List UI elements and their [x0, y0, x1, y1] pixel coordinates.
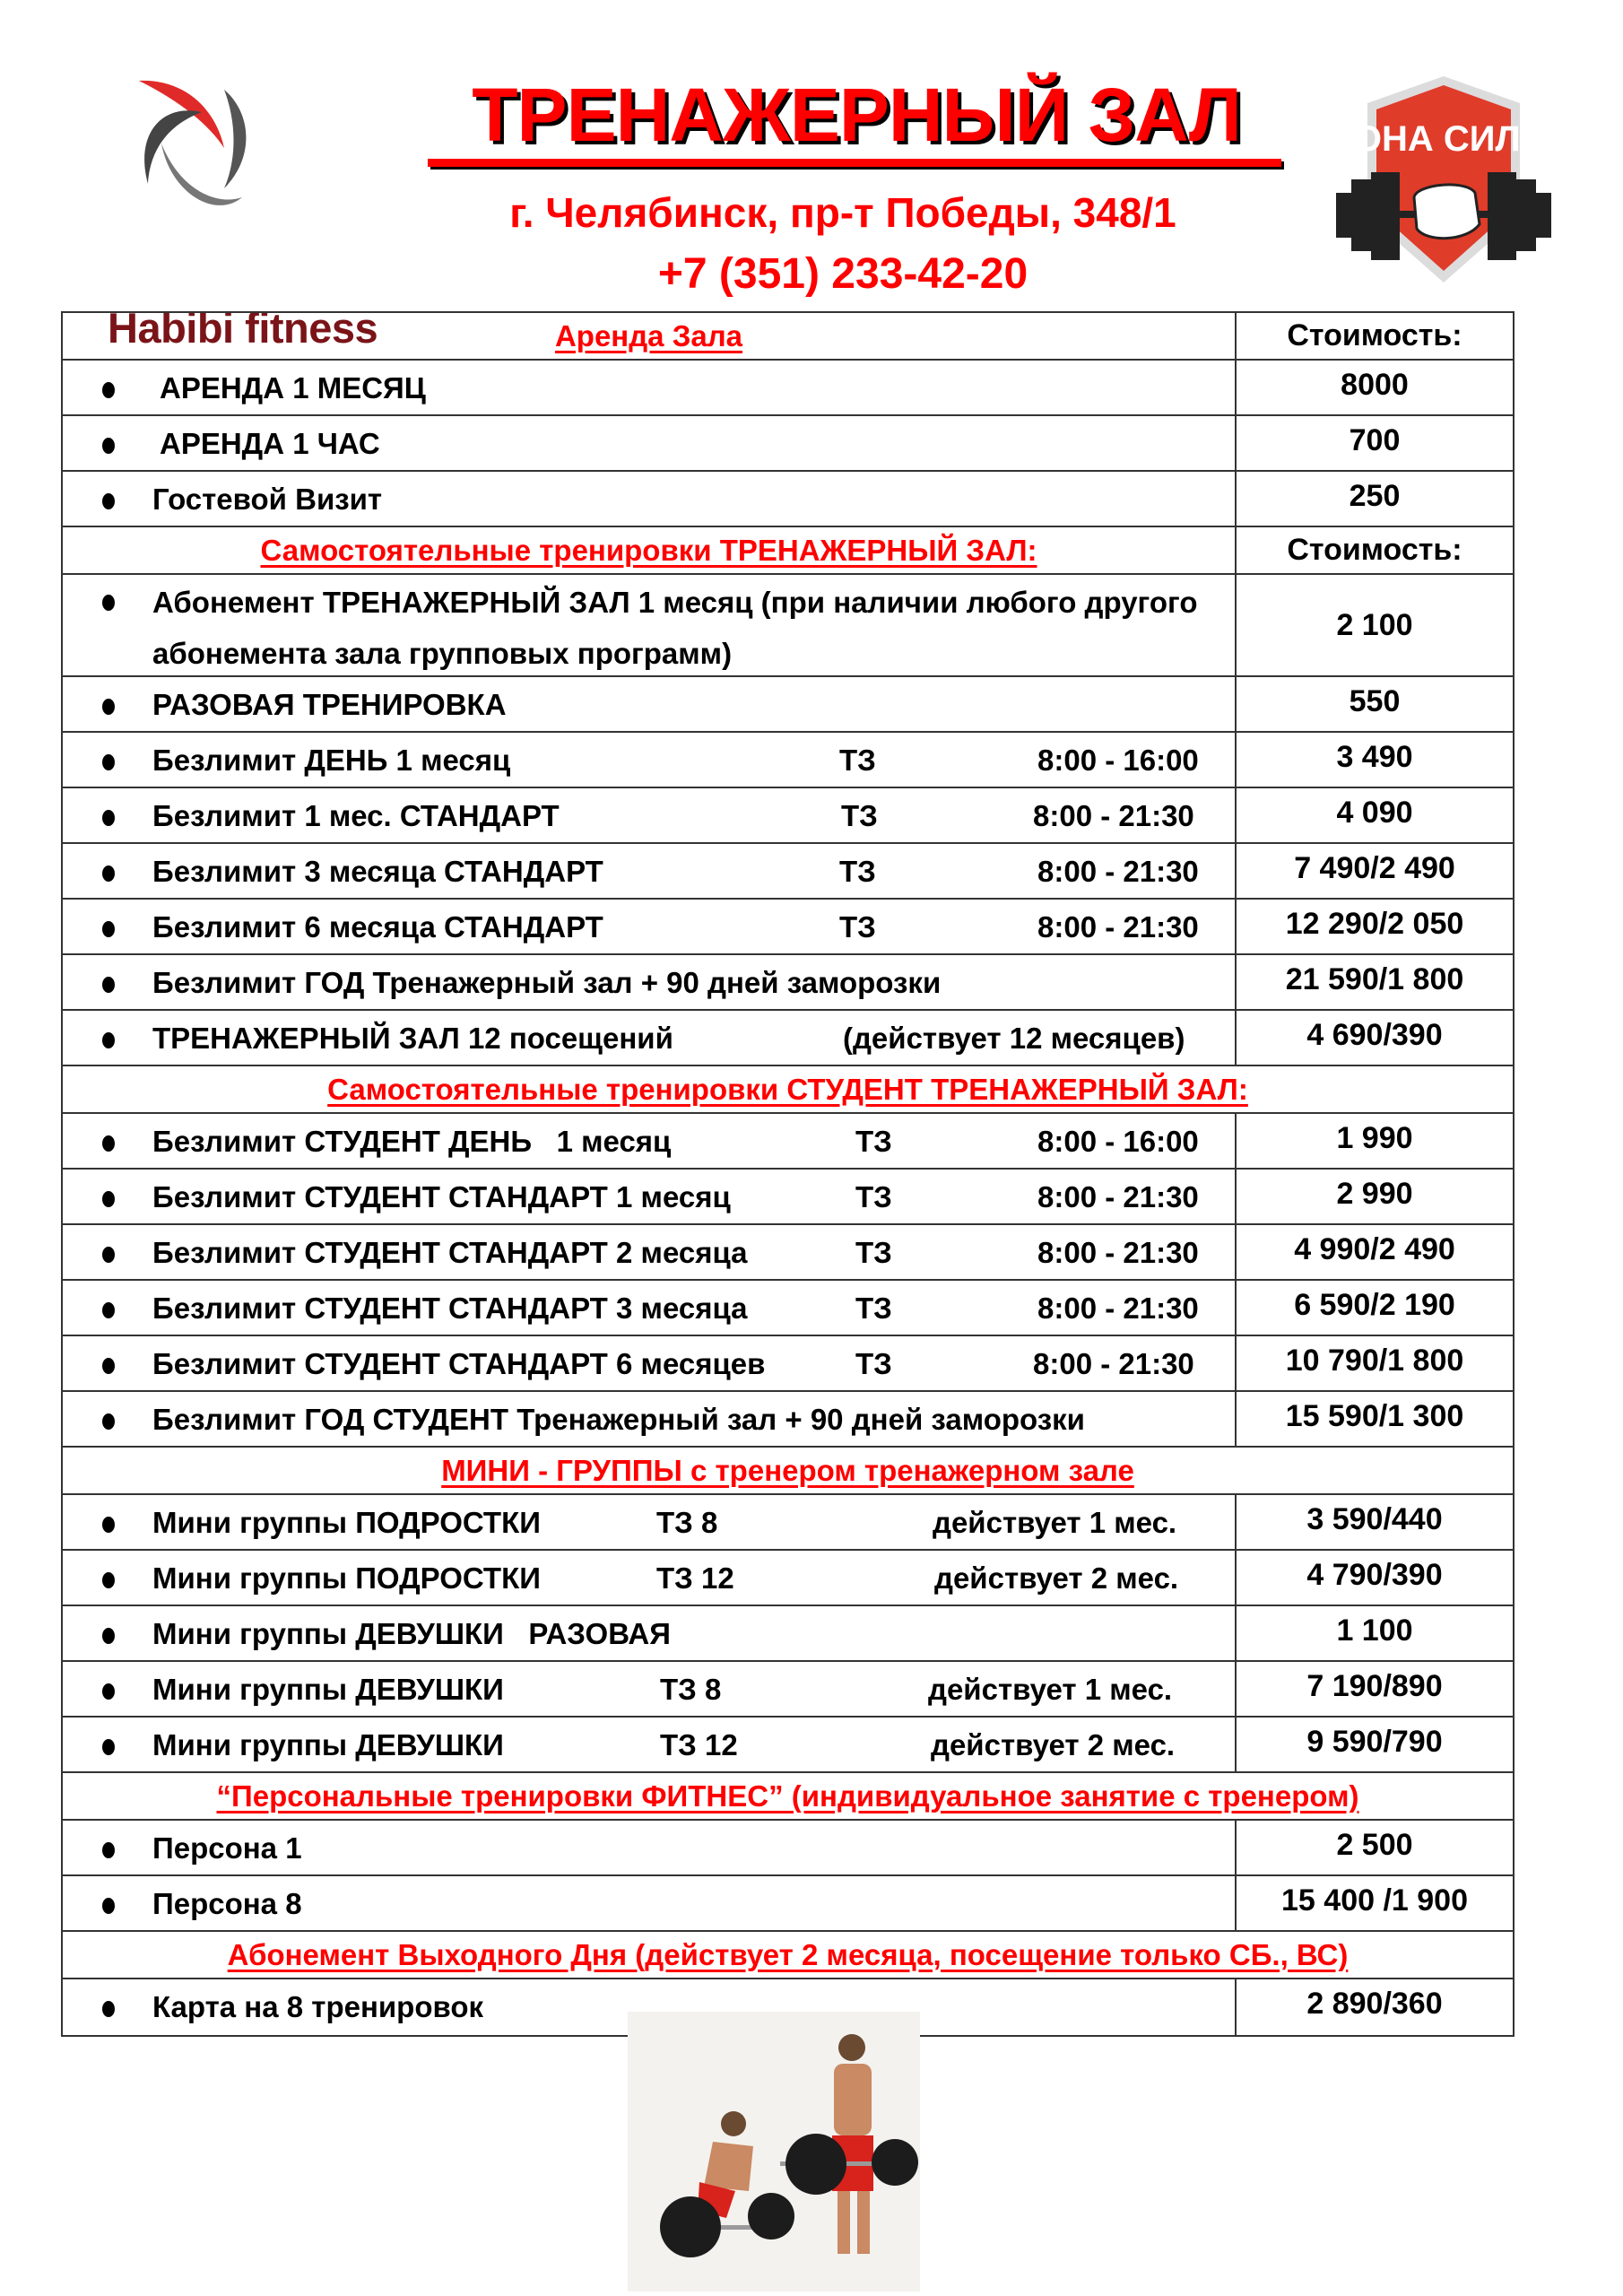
bullet-icon	[102, 595, 115, 611]
item-zone: ТЗ	[839, 744, 876, 777]
bullet-icon	[102, 1358, 115, 1374]
price-column-header: Стоимость:	[1287, 318, 1462, 352]
item-hours: 8:00 - 16:00	[1037, 744, 1199, 777]
item-name: АРЕНДА 1 МЕСЯЦ	[160, 371, 426, 404]
item-price: 7 190/890	[1306, 1669, 1443, 1703]
table-row	[63, 677, 1513, 733]
table-row	[63, 1821, 1513, 1876]
item-zone: ТЗ	[839, 855, 876, 888]
table-row	[63, 416, 1513, 472]
item-name: Безлимит 3 месяца СТАНДАРТ	[152, 855, 603, 888]
item-name: Мини группы ДЕВУШКИ РАЗОВАЯ	[152, 1617, 671, 1650]
bullet-icon	[102, 921, 115, 937]
bullet-icon	[102, 2001, 115, 2017]
section-header-gym	[63, 527, 1513, 575]
bullet-icon	[102, 1191, 115, 1207]
item-name: Мини группы ДЕВУШКИ	[152, 1728, 504, 1761]
item-hours: 8:00 - 16:00	[1037, 1125, 1199, 1158]
item-zone: ТЗ	[839, 910, 876, 944]
table-row	[63, 1876, 1513, 1932]
bullet-icon	[102, 1413, 115, 1430]
section-header-weekend	[63, 1932, 1513, 1979]
item-name: Гостевой Визит	[152, 483, 383, 516]
item-name: Безлимит ГОД СТУДЕНТ Тренажерный зал + 90 дней заморозки	[152, 1403, 1085, 1436]
table-row	[63, 1225, 1513, 1281]
item-name: ТРЕНАЖЕРНЫЙ ЗАЛ 12 посещений	[152, 1022, 673, 1055]
item-price: 7 490/2 490	[1294, 851, 1455, 885]
bullet-icon	[102, 1247, 115, 1263]
bullet-icon	[102, 493, 115, 509]
table-row	[63, 1662, 1513, 1718]
item-hours: 8:00 - 21:30	[1037, 1292, 1199, 1325]
item-price: 1 990	[1336, 1121, 1413, 1155]
item-zone: ТЗ	[855, 1236, 892, 1269]
item-hours: 8:00 - 21:30	[1037, 910, 1199, 944]
item-name: Безлимит СТУДЕНТ СТАНДАРТ 1 месяц	[152, 1180, 731, 1213]
item-hours: 8:00 - 21:30	[1037, 1236, 1199, 1269]
item-price: 8000	[1341, 368, 1409, 402]
bullet-icon	[102, 699, 115, 715]
table-row	[63, 788, 1513, 844]
table-row	[63, 1392, 1513, 1448]
item-price: 6 590/2 190	[1294, 1288, 1455, 1322]
brand-name: Habibi fitness	[108, 304, 378, 352]
bullet-icon	[102, 754, 115, 770]
item-zone: ТЗ	[855, 1292, 892, 1325]
bullet-icon	[102, 382, 115, 398]
price-column-header: Стоимость:	[1287, 533, 1462, 567]
phone-number[interactable]: +7 (351) 233-42-20	[657, 250, 1028, 298]
bullet-icon	[102, 1628, 115, 1644]
item-price: 12 290/2 050	[1285, 907, 1464, 941]
item-validity: действует 2 мес.	[934, 1561, 1179, 1595]
table-row	[63, 575, 1513, 677]
address: г. Челябинск, пр-т Победы, 348/1	[509, 189, 1176, 236]
section-title: Самостоятельные тренировки СТУДЕНТ ТРЕНАЖЕРНЫЙ ЗАЛ:	[327, 1072, 1248, 1106]
table-row	[63, 1170, 1513, 1225]
table-row	[63, 900, 1513, 955]
item-price: 10 790/1 800	[1285, 1344, 1464, 1378]
item-price: 21 590/1 800	[1285, 962, 1464, 996]
table-row	[63, 1606, 1513, 1662]
fist-barbell-icon	[1332, 72, 1556, 287]
item-name: Безлимит СТУДЕНТ СТАНДАРТ 2 месяца	[152, 1236, 748, 1269]
section-header-personal	[63, 1773, 1513, 1821]
bullet-icon	[102, 1842, 115, 1858]
item-price: 4 090	[1336, 796, 1413, 830]
item-price: 15 400 /1 900	[1281, 1883, 1468, 1918]
item-name: АРЕНДА 1 ЧАС	[160, 427, 380, 460]
item-price: 4 790/390	[1306, 1558, 1443, 1592]
item-name: Мини группы ПОДРОСТКИ	[152, 1506, 541, 1539]
section-title: Абонемент Выходного Дня (действует 2 месяца, посещение только СБ., ВС)	[227, 1937, 1349, 1971]
habibi-fitness-logo	[54, 63, 378, 352]
table-row	[63, 1551, 1513, 1606]
item-price: 15 590/1 300	[1285, 1399, 1464, 1433]
section-header-student	[63, 1066, 1513, 1114]
item-price: 2 990	[1336, 1177, 1413, 1211]
page-title: ТРЕНАЖЕРНЫЙ ЗАЛ	[472, 73, 1241, 157]
section-header-rental	[63, 313, 1513, 361]
section-title: Самостоятельные тренировки ТРЕНАЖЕРНЫЙ ЗАЛ:	[260, 533, 1037, 567]
swirl-logo-icon	[130, 72, 265, 229]
item-price: 4 690/390	[1306, 1018, 1443, 1052]
item-price: 2 890/360	[1306, 1987, 1443, 2021]
section-title: Аренда Зала	[554, 318, 743, 352]
item-zone: ТЗ	[855, 1347, 892, 1380]
item-zone: ТЗ	[841, 799, 878, 832]
item-name: Персона 8	[152, 1887, 302, 1920]
bullet-icon	[102, 438, 115, 454]
table-row	[63, 361, 1513, 416]
item-validity: действует 1 мес.	[928, 1673, 1173, 1706]
bullet-icon	[102, 810, 115, 826]
item-price: 4 990/2 490	[1294, 1232, 1455, 1266]
item-price: 3 490	[1336, 740, 1413, 774]
item-note: (действует 12 месяцев)	[843, 1022, 1185, 1055]
bullet-icon	[102, 1898, 115, 1914]
item-zone: ТЗ	[855, 1180, 892, 1213]
table-row	[63, 1336, 1513, 1392]
table-row	[63, 472, 1513, 527]
item-price: 700	[1349, 423, 1401, 457]
table-row	[63, 1281, 1513, 1336]
item-price: 550	[1349, 684, 1401, 718]
bullet-icon	[102, 1302, 115, 1318]
bullet-icon	[102, 865, 115, 882]
item-validity: действует 1 мес.	[933, 1506, 1177, 1539]
item-hours: 8:00 - 21:30	[1033, 1347, 1194, 1380]
deadlift-photo	[628, 2012, 920, 2292]
price-table	[61, 311, 1515, 2037]
section-title: “Персональные тренировки ФИТНЕС” (индивидуальное занятие с тренером)	[216, 1779, 1359, 1813]
svg-text:ЗОНА СИЛЫ: ЗОНА СИЛЫ	[1332, 119, 1556, 159]
zona-sily-logo	[1332, 72, 1556, 287]
item-validity: действует 2 мес.	[931, 1728, 1176, 1761]
section-title: МИНИ - ГРУППЫ с тренером тренажерном зале	[441, 1453, 1134, 1487]
bullet-icon	[102, 1739, 115, 1755]
table-row	[63, 733, 1513, 788]
bullet-icon	[102, 977, 115, 993]
item-name: Безлимит СТУДЕНТ СТАНДАРТ 6 месяцев	[152, 1347, 766, 1380]
athletes-deadlift-illustration	[628, 2012, 920, 2292]
item-hours: 8:00 - 21:30	[1037, 855, 1199, 888]
bullet-icon	[102, 1683, 115, 1700]
item-price: 3 590/440	[1306, 1502, 1443, 1536]
item-hours: 8:00 - 21:30	[1033, 799, 1194, 832]
item-price: 1 100	[1336, 1613, 1413, 1648]
bullet-icon	[102, 1572, 115, 1588]
title-underline	[428, 159, 1281, 167]
item-name: Безлимит 1 мес. СТАНДАРТ	[152, 799, 560, 832]
item-name: Безлимит 6 месяца СТАНДАРТ	[152, 910, 603, 944]
item-price: 2 500	[1336, 1828, 1413, 1862]
table-row	[63, 844, 1513, 900]
bullet-icon	[102, 1517, 115, 1533]
item-zone: ТЗ	[855, 1125, 892, 1158]
item-name: Мини группы ДЕВУШКИ	[152, 1673, 504, 1706]
item-name: Безлимит СТУДЕНТ ДЕНЬ 1 месяц	[152, 1125, 672, 1158]
item-name: Абонемент ТРЕНАЖЕРНЫЙ ЗАЛ 1 месяц (при наличии любого другого абонемента зала групповых программ)	[152, 586, 1198, 670]
item-zone: ТЗ 8	[660, 1673, 722, 1706]
item-name: Мини группы ПОДРОСТКИ	[152, 1561, 541, 1595]
item-price: 2 100	[1336, 607, 1413, 642]
table-row	[63, 1718, 1513, 1773]
item-zone: ТЗ 12	[656, 1561, 734, 1595]
table-row	[63, 955, 1513, 1011]
item-price: 250	[1349, 479, 1401, 513]
table-row	[63, 1495, 1513, 1551]
item-name: РАЗОВАЯ ТРЕНИРОВКА	[152, 688, 507, 721]
table-row	[63, 1114, 1513, 1170]
bullet-icon	[102, 1032, 115, 1048]
item-zone: ТЗ 12	[660, 1728, 738, 1761]
item-price: 9 590/790	[1306, 1725, 1443, 1759]
table-row	[63, 1011, 1513, 1066]
item-hours: 8:00 - 21:30	[1037, 1180, 1199, 1213]
bullet-icon	[102, 1135, 115, 1152]
item-name: Безлимит ГОД Тренажерный зал + 90 дней заморозки	[152, 966, 942, 999]
section-header-mini-groups	[63, 1448, 1513, 1495]
item-name: Персона 1	[152, 1831, 302, 1865]
item-name: Безлимит СТУДЕНТ СТАНДАРТ 3 месяца	[152, 1292, 748, 1325]
item-zone: ТЗ 8	[656, 1506, 718, 1539]
item-name: Карта на 8 тренировок	[152, 1990, 484, 2023]
item-name: Безлимит ДЕНЬ 1 месяц	[152, 744, 511, 777]
